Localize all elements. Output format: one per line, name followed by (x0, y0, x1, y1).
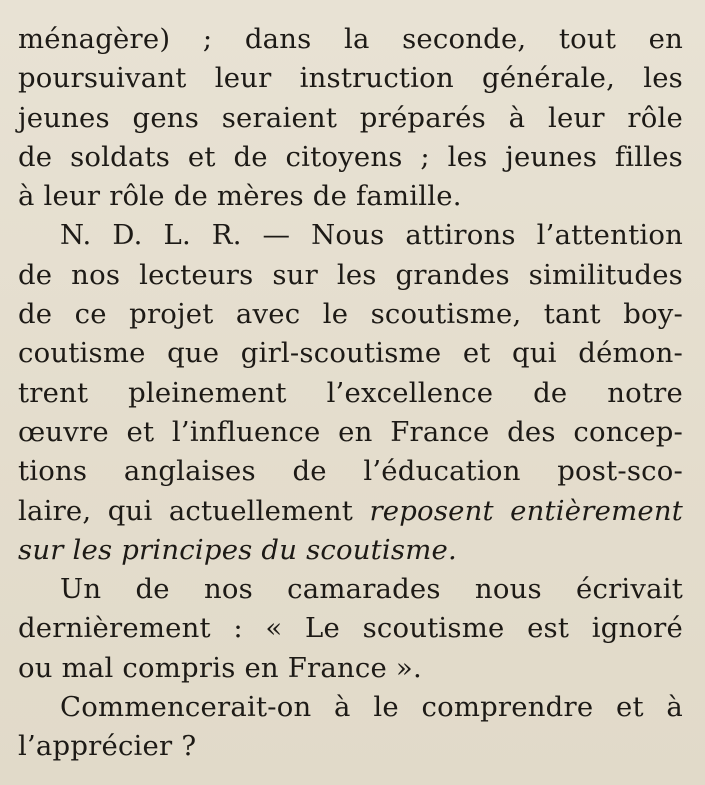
text-line-16: dernièrement : « Le scoutisme est ignoré (18, 612, 683, 645)
text-line-2: poursuivant leur instruction générale, les (18, 62, 683, 95)
text-line-19: l’apprécier ? (18, 730, 197, 763)
text-line-18: Commencerait-on à le comprendre et à (60, 691, 683, 724)
text-line-13-normal: laire, qui actuellement (18, 494, 370, 527)
text-line-13 (18, 492, 683, 531)
text-line-9: coutisme que girl-scoutisme et qui démon- (18, 337, 683, 370)
text-line-12: tions anglaises de l’éducation post-sco- (18, 455, 683, 488)
text-line-11: œuvre et l’influence en France des concep- (18, 415, 683, 448)
text-line-10: trent pleinement l’excellence de notre (18, 376, 683, 409)
text-line-4: de soldats et de citoyens ; les jeunes filles (18, 140, 683, 173)
text-line-1: ménagère) ; dans la seconde, tout en (18, 23, 683, 55)
text-line-6: N. D. L. R. — Nous attirons l’attention (60, 219, 683, 252)
text-line-7: de nos lecteurs sur les grandes similitudes (18, 258, 683, 291)
text-line-3: jeunes gens seraient préparés à leur rôle (18, 101, 683, 134)
text-line-15: Un de nos camarades nous écrivait (60, 573, 683, 606)
text-line-14: sur les principes du scoutisme. (18, 533, 457, 566)
text-line-8: de ce projet avec le scoutisme, tant boy- (18, 298, 683, 331)
text-line-17: ou mal compris en France ». (18, 651, 422, 684)
text-line-5: à leur rôle de mères de famille. (18, 180, 462, 213)
text-line-13-italic: reposent entièrement (369, 494, 683, 527)
